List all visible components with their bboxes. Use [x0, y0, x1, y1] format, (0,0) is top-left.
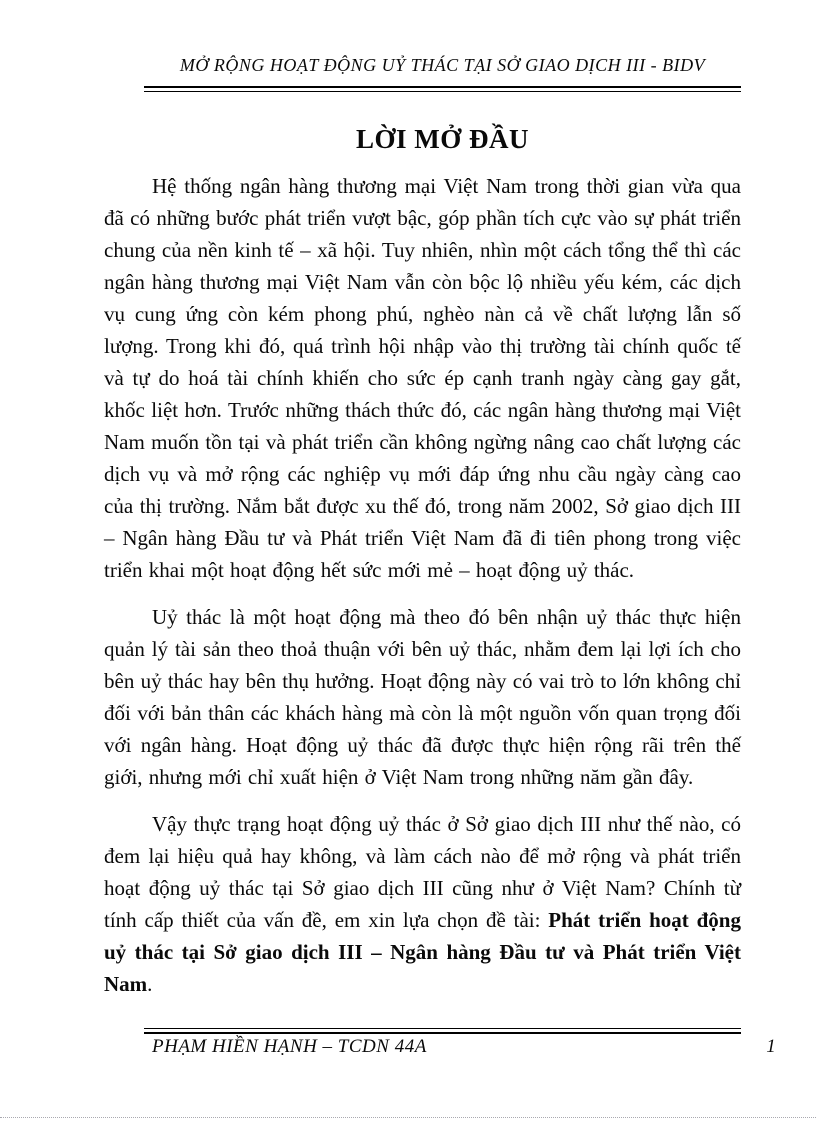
document-body	[104, 170, 741, 1015]
paragraph-3-text: Vậy thực trạng hoạt động uỷ thác ở Sở giao dịch III như thế nào, có đem lại hiệu quả hay không, và làm cách nào để mở rộng và phát triển hoạt động uỷ thác tại Sở giao dịch III cũng như ở Việt Nam? Chính từ tính cấp thiết của vấn đề, em xin lựa chọn đề tài:	[104, 812, 741, 932]
footer-page-number: 1	[766, 1036, 776, 1057]
paragraph-1	[104, 170, 741, 586]
paragraph-3	[104, 808, 741, 1000]
paragraph-3-thesis-title: Phát triển hoạt động uỷ thác tại Sở giao dịch III – Ngân hàng Đầu tư và Phát triển Việt Nam	[104, 908, 741, 996]
document-heading: LỜI MỞ ĐẦU	[356, 124, 529, 154]
header-double-rule	[144, 86, 741, 92]
page-boundary-dotted-line	[0, 1117, 816, 1118]
paragraph-1-text: Hệ thống ngân hàng thương mại Việt Nam trong thời gian vừa qua đã có những bước phát triển vượt bậc, góp phần tích cực vào sự phát triển chung của nền kinh tế – xã hội. Tuy nhiên, nhìn một cách tổng thể thì các ngân hàng thương mại Việt Nam vẫn còn bộc lộ nhiều yếu kém, các dịch vụ cung ứng còn kém phong phú, nghèo nàn cả về chất lượng lẫn số lượng. Trong khi đó, quá trình hội nhập vào thị trường tài chính quốc tế và tự do hoá tài chính khiến cho sức ép cạnh tranh ngày càng gay gắt, khốc liệt hơn. Trước những thách thức đó, các ngân hàng thương mại Việt Nam muốn tồn tại và phát triển cần không ngừng nâng cao chất lượng các dịch vụ và mở rộng các nghiệp vụ mới đáp ứng nhu cầu ngày càng cao của thị trường. Nắm bắt được xu thế đó, trong năm 2002, Sở giao dịch III – Ngân hàng Đầu tư và Phát triển Việt Nam đã đi tiên phong trong việc triển khai một hoạt động hết sức mới mẻ – hoạt động uỷ thác.	[104, 174, 741, 582]
footer-double-rule	[144, 1028, 741, 1034]
paragraph-2	[104, 601, 741, 793]
paragraph-3-period: .	[147, 972, 153, 996]
footer-author: PHẠM HIỀN HẠNH – TCDN 44A	[152, 1036, 427, 1057]
running-header-title: MỞ RỘNG HOẠT ĐỘNG UỶ THÁC TẠI SỞ GIAO DỊCH III - BIDV	[179, 55, 706, 75]
paragraph-2-text: Uỷ thác là một hoạt động mà theo đó bên nhận uỷ thác thực hiện quản lý tài sản theo thoả thuận với bên uỷ thác, nhằm đem lại lợi ích cho bên uỷ thác hay bên thụ hưởng. Hoạt động này có vai trò to lớn không chỉ đối với bản thân các khách hàng mà còn là một nguồn vốn quan trọng đối với ngân hàng. Hoạt động uỷ thác đã được thực hiện rộng rãi trên thế giới, nhưng mới chỉ xuất hiện ở Việt Nam trong những năm gần đây.	[104, 605, 741, 789]
